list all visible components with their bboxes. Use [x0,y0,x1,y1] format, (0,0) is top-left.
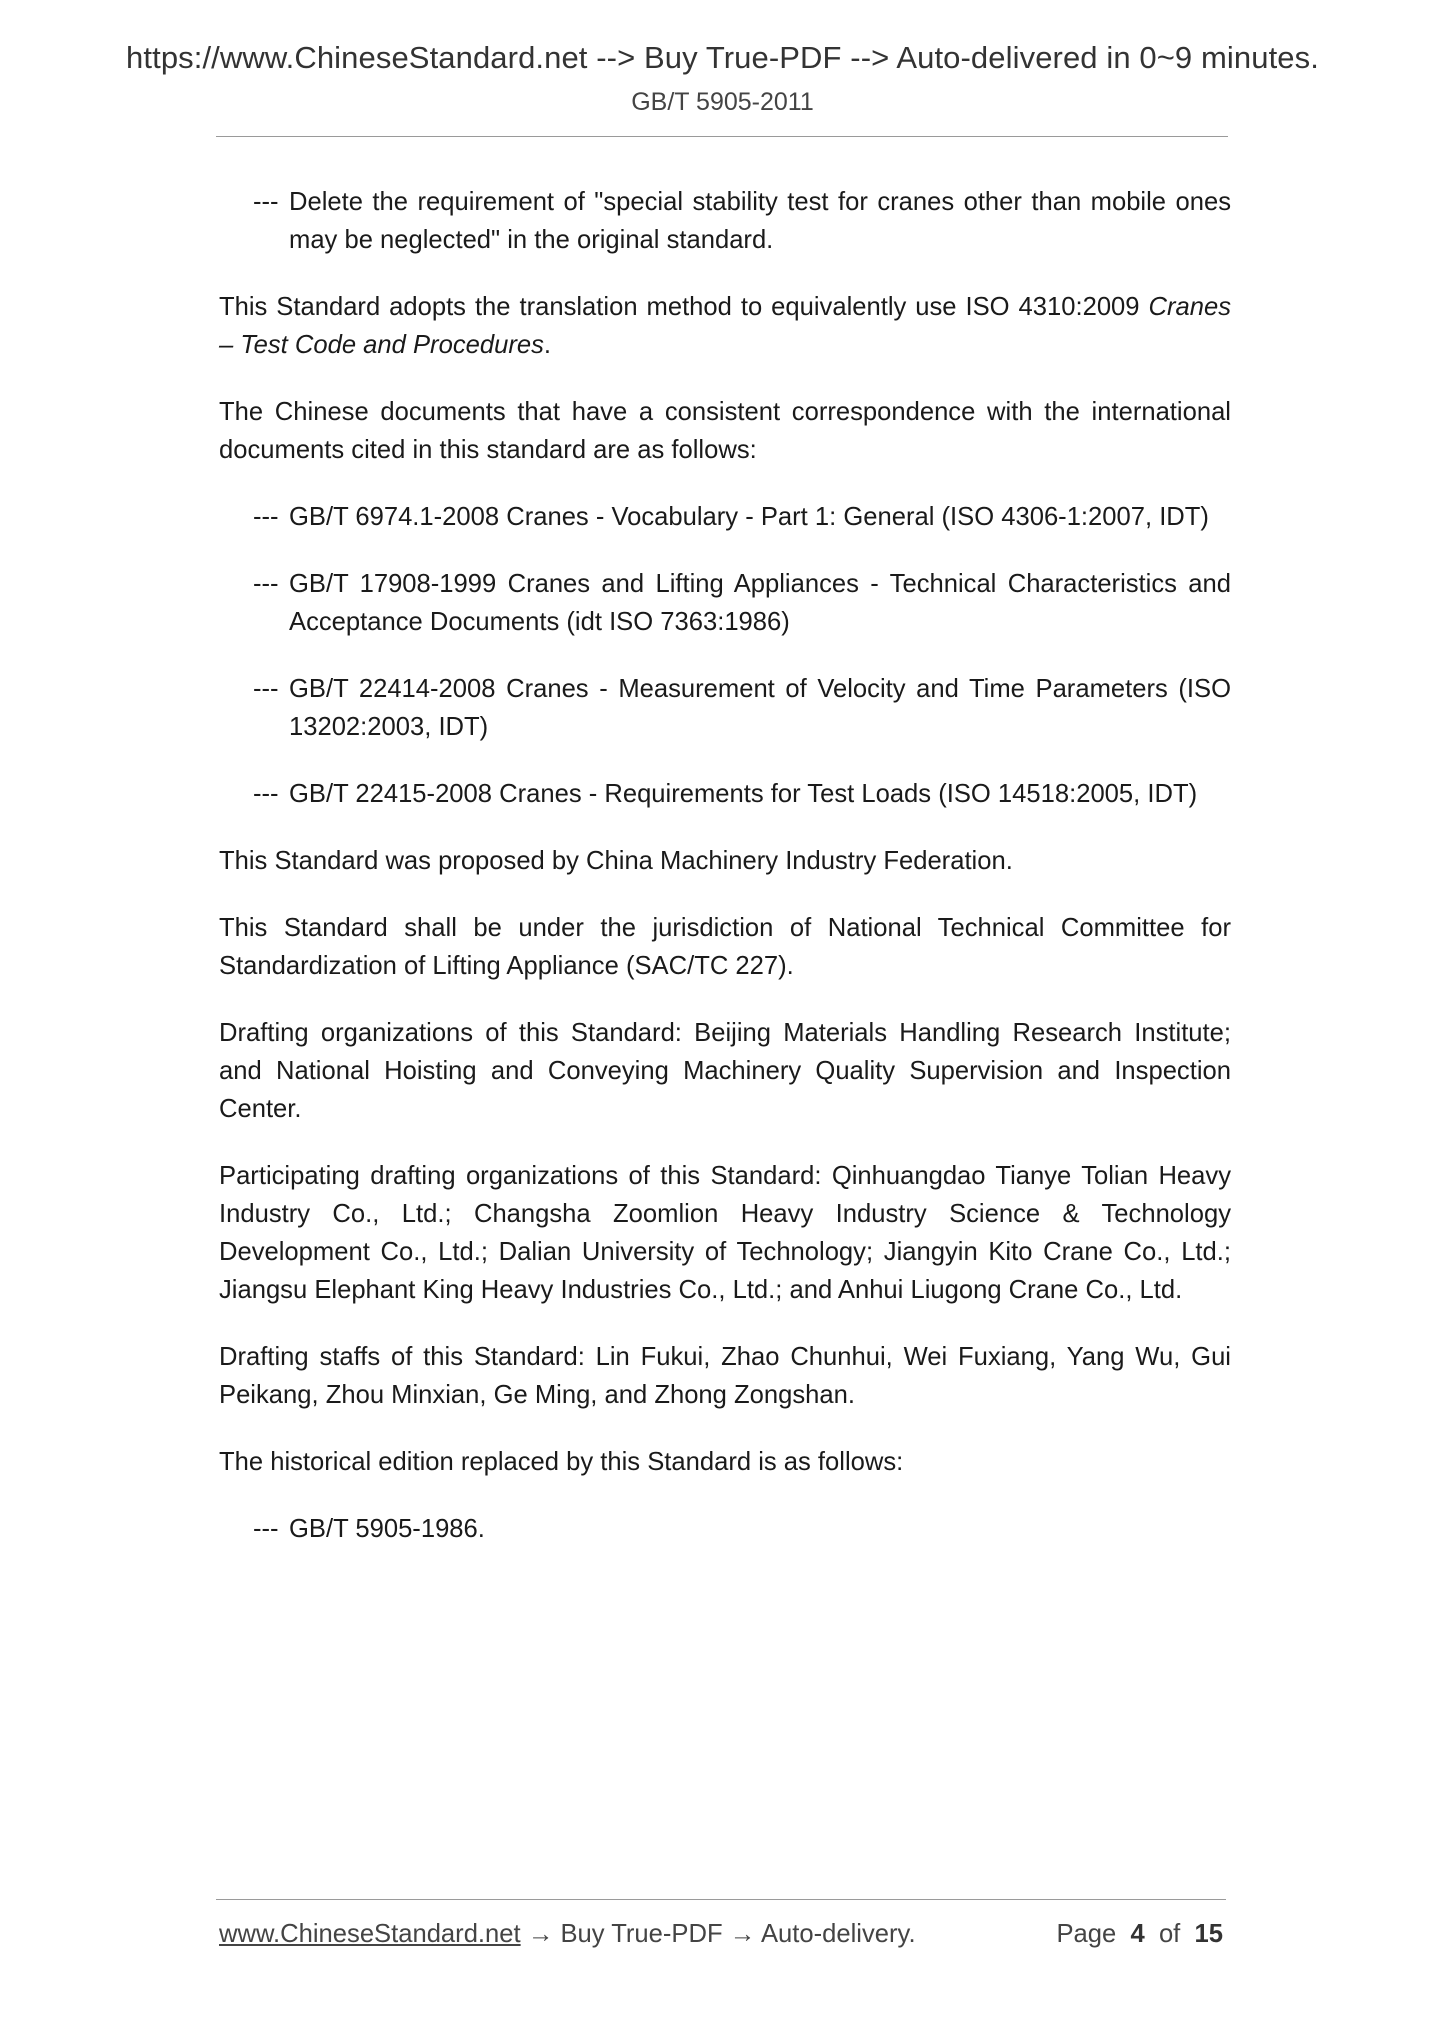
iso-title: Cranes – Test Code and Procedures [219,293,1231,359]
drafting-organizations-paragraph: Drafting organizations of this Standard: Beijing Materials Handling Research Institute; and National Hoisting and Conveying Machinery Quality Supervision and Inspection Center. [219,1019,1231,1123]
header-divider [216,136,1228,137]
reference-text: GB/T 22415-2008 Cranes - Requirements for Test Loads (ISO 14518:2005, IDT) [289,780,1198,808]
page-content [219,183,1231,1577]
reference-item [219,565,1231,641]
jurisdiction-paragraph: This Standard shall be under the jurisdiction of National Technical Committee for Standardization of Lifting Appliance (SAC/TC 227). [219,914,1231,980]
reference-item [219,775,1231,813]
page-footer [219,1920,1223,1949]
footer-tagline: → Buy True-PDF → Auto-delivery. [520,1920,916,1948]
list-dash: --- [253,675,279,703]
historical-edition-item [219,1510,1231,1548]
footer-divider [216,1899,1226,1900]
page-number [1056,1920,1223,1949]
page-word: Page [1056,1920,1117,1948]
historical-edition-paragraph: The historical edition replaced by this Standard is as follows: [219,1448,904,1476]
list-dash: --- [253,570,279,598]
correspondence-paragraph: The Chinese documents that have a consistent correspondence with the international documents cited in this standard are as follows: [219,398,1231,464]
page-of: of [1158,1920,1181,1948]
reference-item [219,498,1231,536]
adoption-text-end: . [543,331,551,359]
list-dash: --- [253,188,279,216]
drafting-staff-paragraph: Drafting staffs of this Standard: Lin Fukui, Zhao Chunhui, Wei Fuxiang, Yang Wu, Gui Peikang, Zhou Minxian, Ge Ming, and Zhong Zongshan. [219,1343,1231,1409]
list-item-text: Delete the requirement of "special stability test for cranes other than mobile ones may be neglected" in the original standard. [289,188,1231,254]
proposed-by-paragraph: This Standard was proposed by China Machinery Industry Federation. [219,847,1013,875]
adoption-text: This Standard adopts the translation method to equivalently use ISO 4310:2009 [219,293,1149,321]
reference-text: GB/T 6974.1-2008 Cranes - Vocabulary - Part 1: General (ISO 4306-1:2007, IDT) [289,503,1209,531]
list-item-delete-requirement [219,183,1231,259]
footer-site-link[interactable]: www.ChineseStandard.net [219,1920,521,1948]
top-banner: https://www.ChineseStandard.net --> Buy True-PDF --> Auto-delivered in 0~9 minutes. [126,40,1319,75]
reference-item [219,670,1231,746]
document-code: GB/T 5905-2011 [631,88,814,116]
reference-text: GB/T 22414-2008 Cranes - Measurement of Velocity and Time Parameters (ISO 13202:2003, IDT) [289,675,1231,741]
list-dash: --- [253,503,279,531]
page-total: 15 [1194,1920,1223,1948]
reference-text: GB/T 17908-1999 Cranes and Lifting Appliances - Technical Characteristics and Acceptance Documents (idt ISO 7363:1986) [289,570,1231,636]
page-current: 4 [1130,1920,1145,1948]
list-dash: --- [253,780,279,808]
list-dash: --- [253,1515,279,1543]
participating-organizations-paragraph: Participating drafting organizations of this Standard: Qinhuangdao Tianye Tolian Heavy Industry Co., Ltd.; Changsha Zoomlion Heavy Industry Science & Technology Development Co., Ltd.; Dalian University of Technology; Jiangyin Kito Crane Co., Ltd.; Jiangsu Elephant King Heavy Industries Co., Ltd.; and Anhui Liugong Crane Co., Ltd. [219,1162,1231,1304]
adoption-paragraph [219,288,1231,364]
historical-edition-text: GB/T 5905-1986. [289,1515,485,1543]
